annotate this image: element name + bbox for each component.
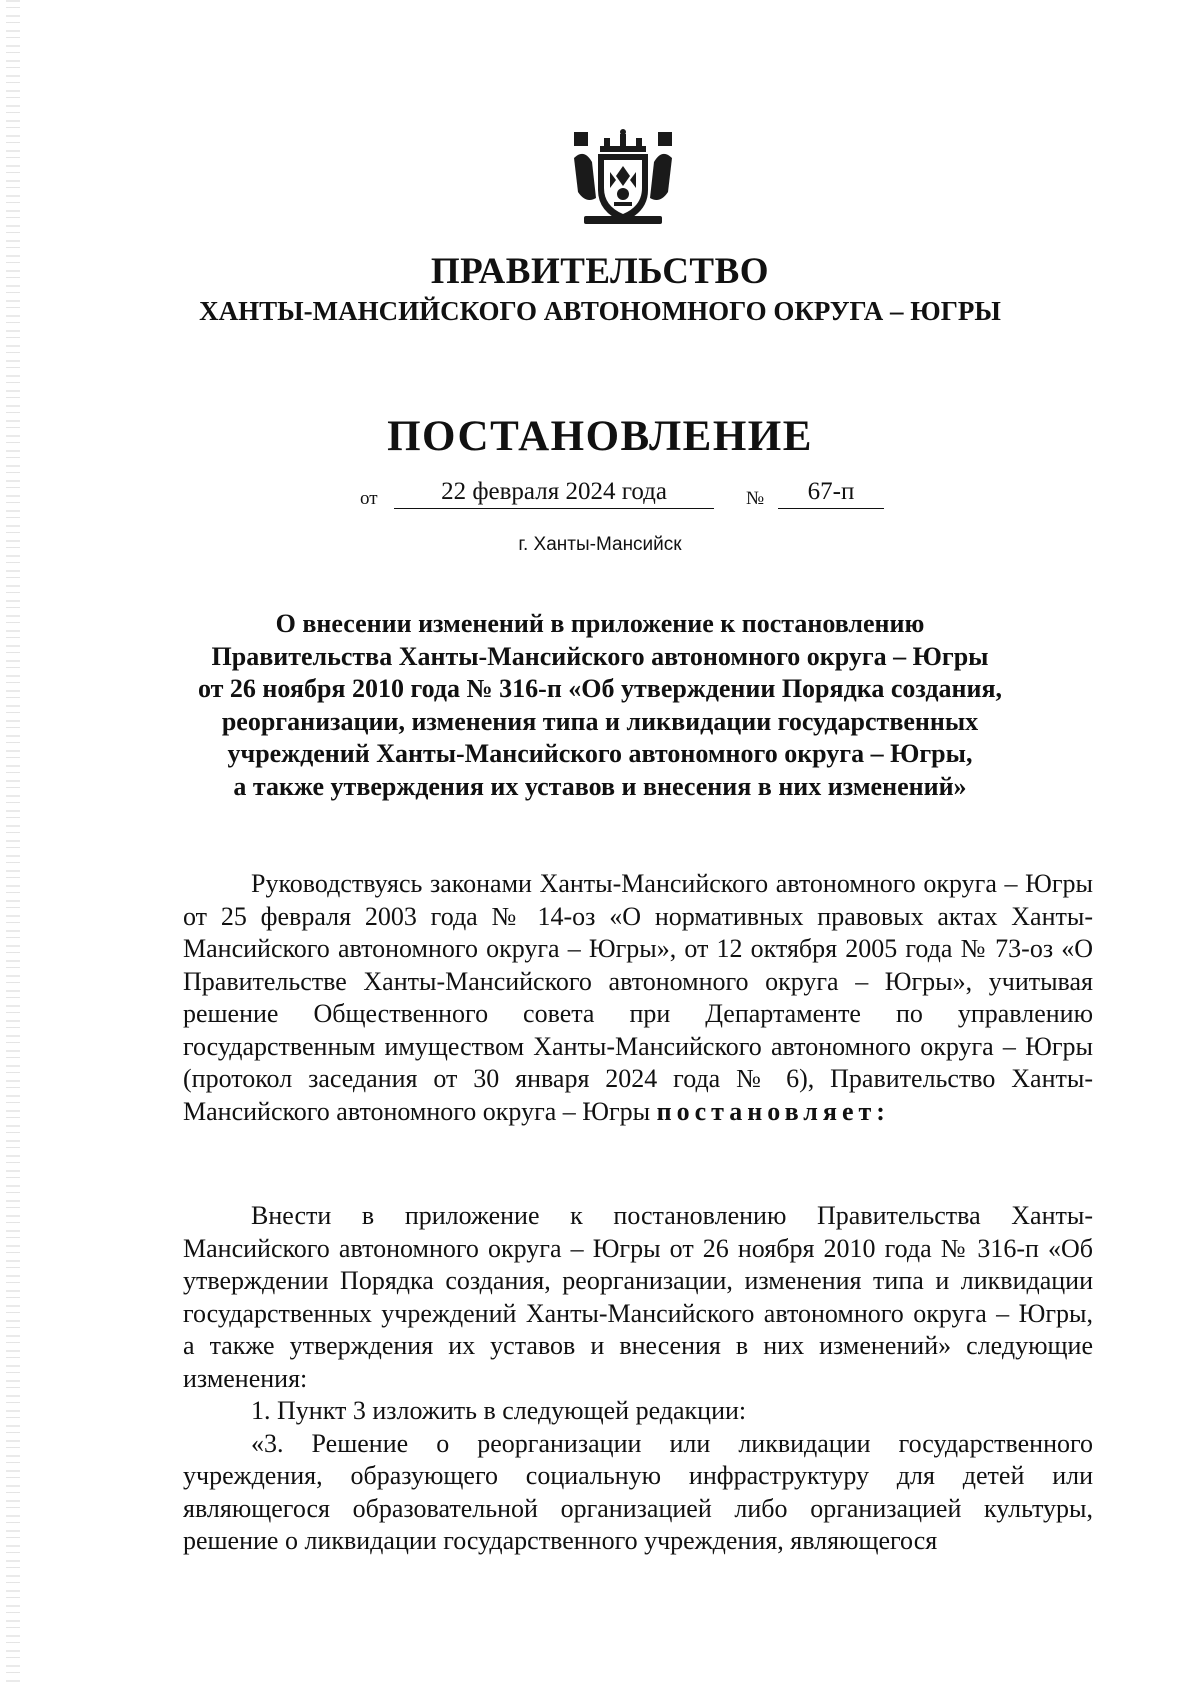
preamble-paragraph [183, 868, 1093, 1128]
title-line: от 26 ноября 2010 года № 316-п «Об утверждении Порядка создания, [197, 674, 1003, 703]
amendment-quote: «3. Решение о реорганизации или ликвидации государственного учреждения, образующего социальную инфраструктуру для детей или являющегося образовательной организацией либо организацией культуры, решение о ликвидации государственного учреждения, являющегося [183, 1428, 1093, 1555]
document-type: ПОСТАНОВЛЕНИЕ [387, 413, 813, 460]
amendment-intro: Внести в приложение к постановлению Правительства Ханты-Мансийского автономного округа – Югры от 26 ноября 2010 года № 316-п «Об утверждении Порядка создания, реорганизации, изменения типа и ликвидации государственных учреждений Ханты-Мансийского автономного округа – Югры, а также утверждения их уставов и внесения в них изменений» следующие изменения: [183, 1201, 1093, 1393]
document-number: 67-п [778, 478, 884, 509]
amendment-item-1: 1. Пункт 3 изложить в следующей редакции: [251, 1396, 747, 1425]
organization-subtitle: ХАНТЫ-МАНСИЙСКОГО АВТОНОМНОГО ОКРУГА – ЮГРЫ [199, 296, 1001, 326]
city: г. Ханты-Мансийск [518, 534, 682, 555]
document-date: 22 февраля 2024 года [394, 478, 714, 509]
title-line: О внесении изменений в приложение к постановлению [275, 609, 925, 638]
coat-of-arms-icon [570, 128, 676, 230]
resolves-word: постановляет: [656, 1096, 890, 1126]
title-line: учреждений Ханты-Мансийского автономного округа – Югры, [227, 739, 973, 768]
date-number-line [360, 478, 900, 518]
date-label: от [360, 488, 378, 509]
title-line: а также утверждения их уставов и внесения в них изменений» [233, 771, 967, 801]
number-label: № [746, 488, 765, 509]
organization-title: ПРАВИТЕЛЬСТВО [430, 251, 770, 292]
document-title [150, 608, 1050, 803]
preamble-text: Руководствуясь законами Ханты-Мансийского автономного округа – Югры от 25 февраля 2003 года № 14-оз «О нормативных правовых актах Ханты-Мансийского автономного округа – Югры», от 12 октября 2005 года № 73-оз «О Правительстве Ханты-Мансийского автономного округа – Югры», учитывая решение Общественного совета при Департаменте по управлению государственным имуществом Ханты-Мансийского автономного округа – Югры (протокол заседания от 30 января 2024 года № 6), Правительство Ханты-Мансийского автономного округа – Югры [183, 869, 1093, 1126]
amendments-section [183, 1200, 1093, 1558]
title-line: Правительства Ханты-Мансийского автономного округа – Югры [211, 641, 989, 671]
title-line: реорганизации, изменения типа и ликвидации государственных [221, 706, 979, 736]
